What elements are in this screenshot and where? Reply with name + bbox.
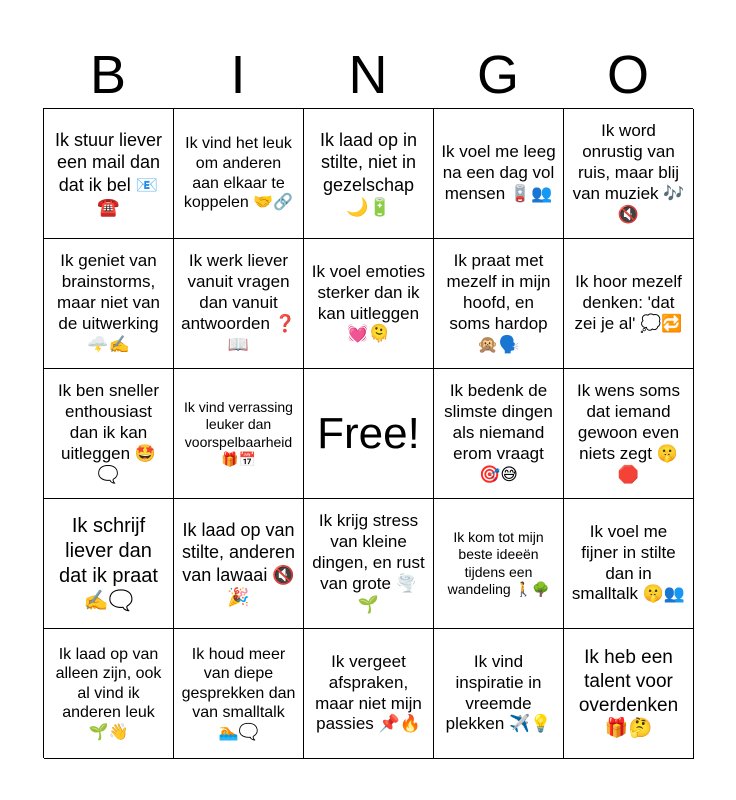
bingo-cell[interactable] bbox=[434, 629, 564, 759]
bingo-cell[interactable] bbox=[564, 629, 694, 759]
bingo-grid bbox=[43, 108, 693, 758]
cell-text: Ik vind het leuk om anderen aan elkaar te koppelen 🤝🔗 bbox=[183, 135, 294, 212]
bingo-cell[interactable] bbox=[434, 109, 564, 239]
cell-text: Ik voel emoties sterker dan ik kan uitleggen 💓🫠 bbox=[311, 261, 426, 344]
bingo-cell[interactable] bbox=[44, 629, 174, 759]
bingo-cell[interactable] bbox=[174, 109, 304, 239]
cell-text: Ik voel me leeg na een dag vol mensen 🪫👥 bbox=[441, 142, 556, 203]
bingo-cell[interactable] bbox=[174, 239, 304, 369]
cell-text: Ik laad op in stilte, niet in gezelschap 🌙🔋 bbox=[319, 129, 418, 217]
bingo-cell[interactable] bbox=[564, 499, 694, 629]
bingo-cell[interactable] bbox=[174, 369, 304, 499]
cell-text: Ik word onrustig van ruis, maar blij van muziek 🎶🔇 bbox=[572, 121, 685, 224]
bingo-cell[interactable] bbox=[564, 109, 694, 239]
header-letter-o: O bbox=[606, 45, 649, 105]
header-letter-b: B bbox=[89, 45, 127, 105]
cell-text: Ik ben sneller enthousiast dan ik kan uitleggen 🤩🗨️ bbox=[57, 381, 160, 484]
bingo-cell[interactable] bbox=[174, 499, 304, 629]
bingo-cell[interactable] bbox=[304, 629, 434, 759]
bingo-cell[interactable] bbox=[44, 499, 174, 629]
cell-text: Ik geniet van brainstorms, maar niet van de uitwerking 🌩️✍️ bbox=[57, 251, 160, 354]
bingo-header bbox=[43, 42, 693, 108]
bingo-cell[interactable] bbox=[304, 239, 434, 369]
cell-text: Ik werk liever vanuit vragen dan vanuit antwoorden ❓📖 bbox=[181, 251, 296, 354]
bingo-cell[interactable] bbox=[564, 369, 694, 499]
cell-text: Ik hoor mezelf denken: 'dat zei je al' 💭🔁 bbox=[574, 272, 683, 333]
cell-text: Ik vergeet afspraken, maar niet mijn passies 📌🔥 bbox=[315, 651, 422, 734]
bingo-cell[interactable] bbox=[564, 239, 694, 369]
cell-text: Ik houd meer van diepe gesprekken dan van smalltalk 🏊🗨️ bbox=[181, 645, 296, 741]
cell-text: Ik praat met mezelf in mijn hoofd, en soms hardop 🙊🗣️ bbox=[446, 251, 551, 354]
bingo-cell[interactable] bbox=[434, 369, 564, 499]
cell-text: Ik voel me fijner in stilte dan in smalltalk 🤫👥 bbox=[571, 521, 686, 604]
cell-text: Ik heb een talent voor overdenken 🎁🤔 bbox=[578, 646, 679, 740]
cell-text: Ik kom tot mijn beste ideeën tijdens een wandeling 🚶🌳 bbox=[447, 529, 550, 597]
cell-text: Ik stuur liever een mail dan dat ik bel 📧☎️ bbox=[54, 129, 163, 217]
bingo-cell[interactable] bbox=[434, 239, 564, 369]
bingo-cell[interactable] bbox=[304, 499, 434, 629]
cell-text: Ik bedenk de slimste dingen als niemand erom vraagt 🎯😅 bbox=[444, 381, 553, 484]
bingo-cell[interactable] bbox=[44, 109, 174, 239]
free-space-label: Free! bbox=[317, 408, 420, 458]
cell-text: Ik laad op van stilte, anderen van lawaai 🔇🎉 bbox=[181, 519, 296, 607]
header-letter-g: G bbox=[476, 45, 519, 105]
cell-text: Ik wens soms dat iemand gewoon even niets zegt 🤫🛑 bbox=[577, 381, 680, 484]
bingo-cell[interactable] bbox=[434, 499, 564, 629]
header-letter-i: I bbox=[230, 45, 246, 105]
bingo-cell[interactable] bbox=[304, 109, 434, 239]
cell-text: Ik laad op van alleen zijn, ook al vind ik anderen leuk 🌱👋 bbox=[55, 645, 162, 741]
bingo-cell[interactable] bbox=[44, 369, 174, 499]
header-letter-n: N bbox=[348, 45, 388, 105]
cell-text: Ik vind verrassing leuker dan voorspelbaarheid 🎁📅 bbox=[184, 399, 293, 467]
bingo-cell[interactable] bbox=[174, 629, 304, 759]
cell-text: Ik schrijf liever dan dat ik praat ✍️🗨️ bbox=[59, 514, 158, 612]
bingo-cell[interactable] bbox=[44, 239, 174, 369]
cell-text: Ik vind inspiratie in vreemde plekken ✈️💡 bbox=[445, 651, 552, 734]
cell-text: Ik krijg stress van kleine dingen, en rust van grote 🌪️🌱 bbox=[312, 511, 425, 614]
free-space-cell[interactable] bbox=[304, 369, 434, 499]
